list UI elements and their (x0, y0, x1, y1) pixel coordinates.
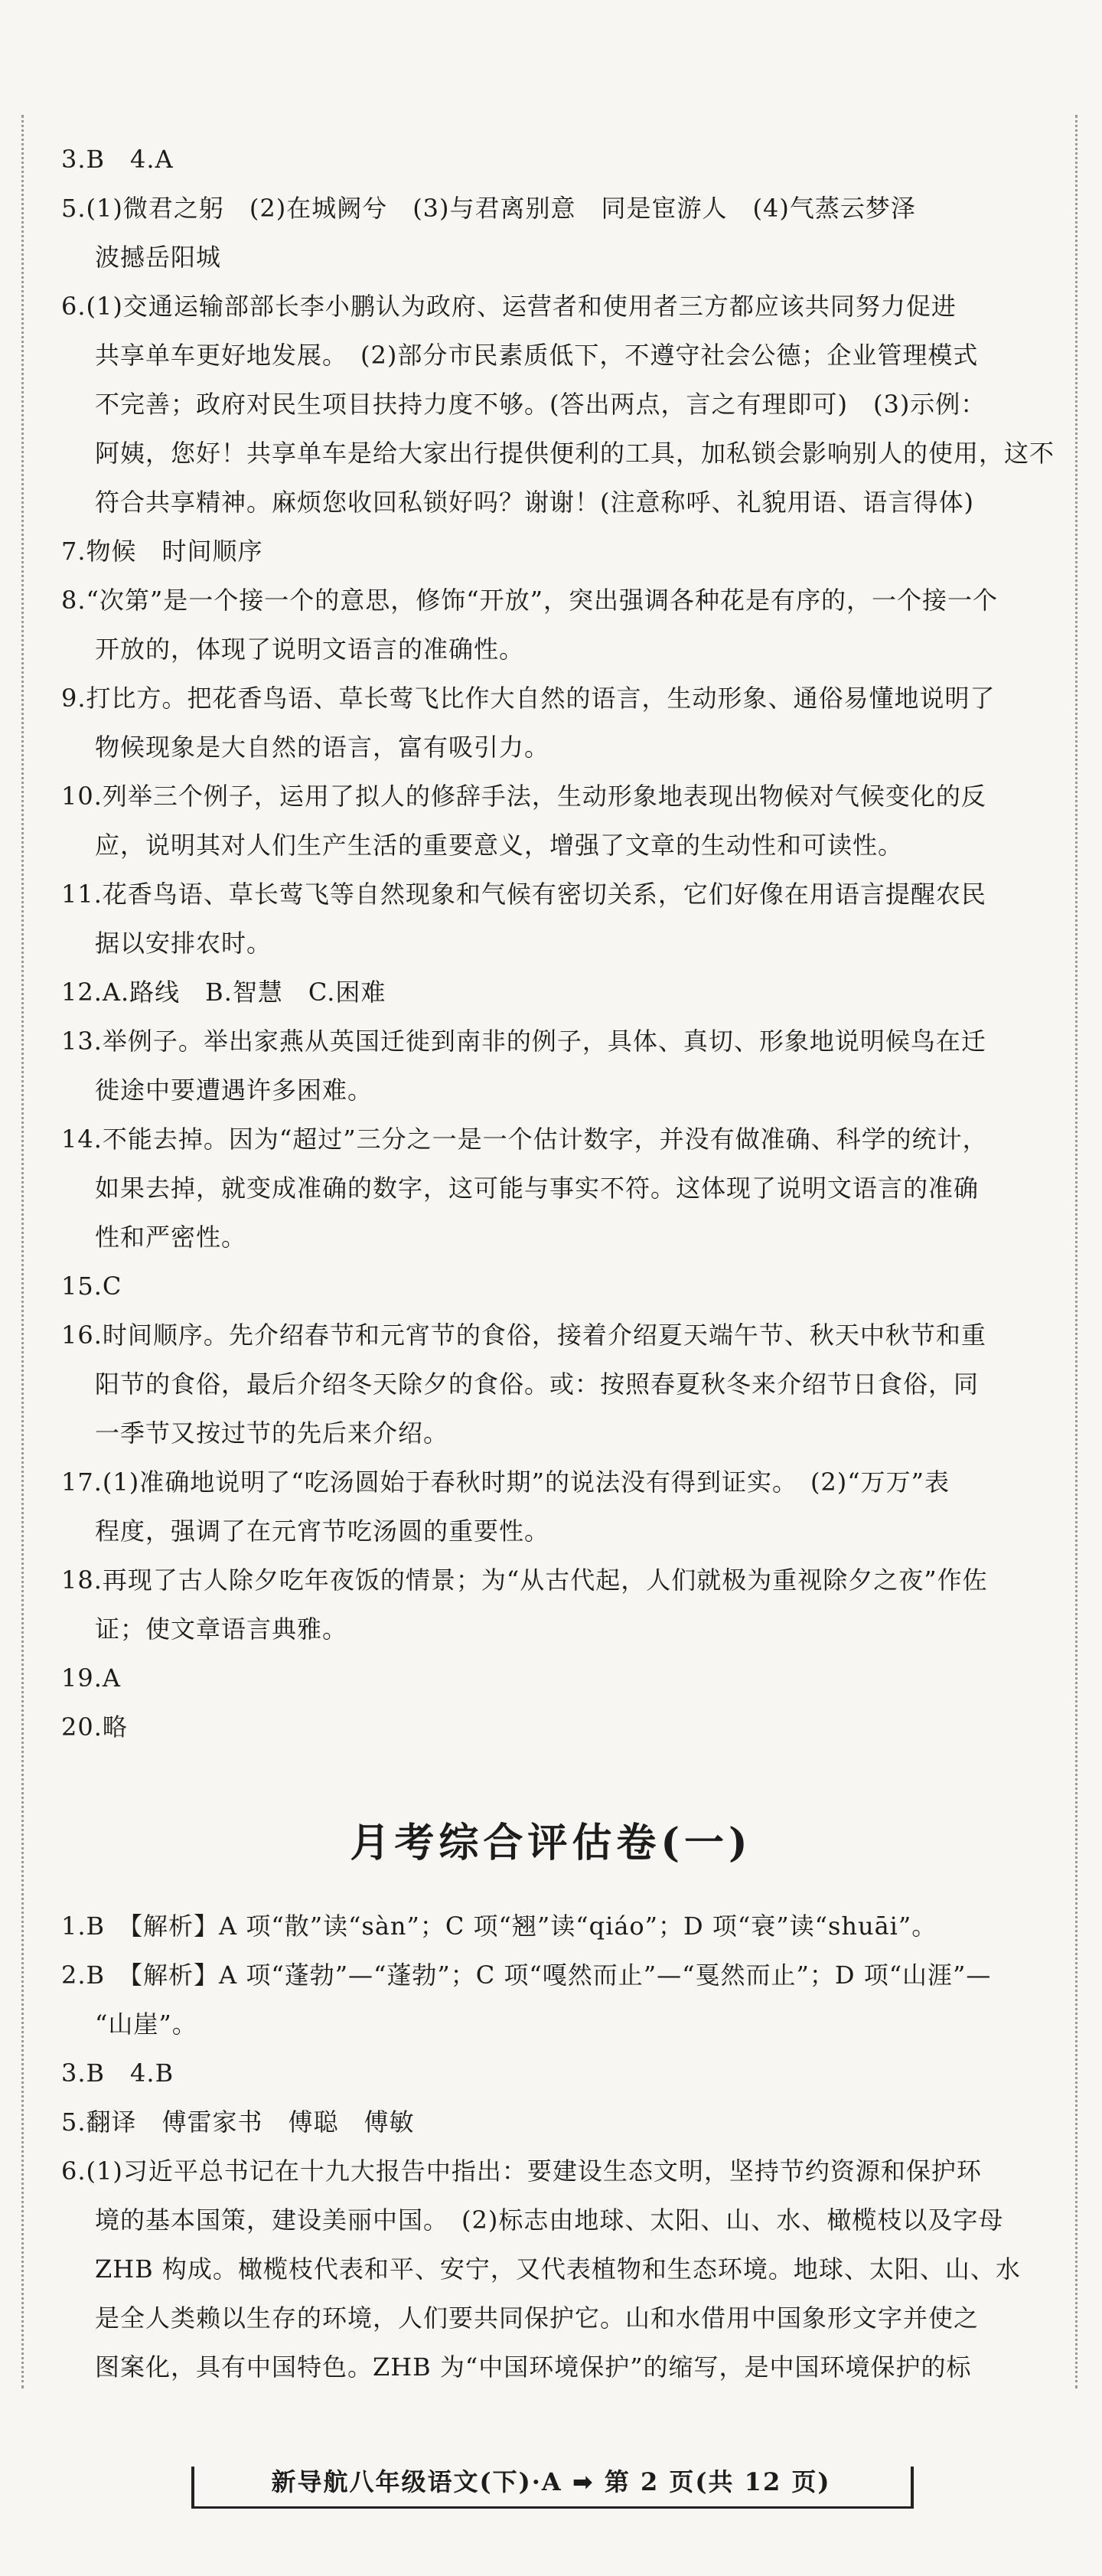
answer-line: 阳节的食俗，最后介绍冬天除夕的食俗。或：按照春夏秋冬来介绍节日食俗，同 (95, 1370, 980, 1399)
answer-line: 6.(1)习近平总书记在十九大报告中指出：要建设生态文明，坚持节约资源和保护环 (61, 2156, 982, 2186)
answer-item (61, 2049, 1056, 2098)
answer-line: 19.A (61, 1663, 121, 1693)
answer-item (61, 2098, 1056, 2147)
answer-line: 1.B 【解析】A 项“散”读“sàn”；C 项“翘”读“qiáo”；D 项“衰”读“shuāi”。 (61, 1912, 937, 1941)
answer-line: 程度，强调了在元宵节吃汤圆的重要性。 (95, 1517, 550, 1546)
answer-line: 3.B 4.A (61, 145, 174, 174)
answer-line: 境的基本国策，建设美丽中国。 (2)标志由地球、太阳、山、水、橄榄枝以及字母 (95, 2205, 1004, 2235)
answer-item (61, 1654, 1056, 1703)
answer-item (61, 2147, 1056, 2392)
answer-item (61, 1703, 1056, 1752)
answer-line: 证；使文章语言典雅。 (95, 1614, 348, 1644)
answer-item (61, 282, 1056, 527)
answer-line: 18.再现了古人除夕吃年夜饭的情景；为“从古代起，人们就极为重视除夕之夜”作佐 (61, 1566, 988, 1595)
answer-line: 6.(1)交通运输部部长李小鹏认为政府、运营者和使用者三方都应该共同努力促进 (61, 292, 957, 321)
answer-line: 符合共享精神。麻烦您收回私锁好吗？谢谢！(注意称呼、礼貌用语、语言得体) (95, 488, 974, 517)
answer-list-section-1 (0, 135, 1102, 1752)
exam-title: 月考综合评估卷(一) (350, 1820, 752, 1866)
answer-line: 共享单车更好地发展。 (2)部分市民素质低下，不遵守社会公德；企业管理模式 (95, 341, 979, 370)
answer-line: 8.“次第”是一个接一个的意思，修饰“开放”，突出强调各种花是有序的，一个接一个 (61, 586, 998, 615)
answer-line: 波撼岳阳城 (95, 243, 222, 272)
answer-item (61, 1017, 1056, 1115)
answer-line: 阿姨，您好！共享单车是给大家出行提供便利的工具，加私锁会影响别人的使用，这不 (95, 439, 1055, 468)
answer-line: 据以安排农时。 (95, 929, 272, 958)
answer-line: 17.(1)准确地说明了“吃汤圆始于春秋时期”的说法没有得到证实。 (2)“万万”表 (61, 1468, 950, 1497)
answer-line: 应，说明其对人们生产生活的重要意义，增强了文章的生动性和可读性。 (95, 831, 904, 860)
answer-line: 2.B 【解析】A 项“蓬勃”—“蓬勃”；C 项“嘎然而止”—“戛然而止”；D 项“山涯”— (61, 1961, 992, 1990)
answer-line: ZHB 构成。橄榄枝代表和平、安宁，又代表植物和生态环境。地球、太阳、山、水 (95, 2254, 1021, 2284)
answer-line: 徙途中要遭遇许多困难。 (95, 1076, 373, 1105)
answer-item (61, 1951, 1056, 2049)
answer-line: 16.时间顺序。先介绍春节和元宵节的食俗，接着介绍夏天端午节、秋天中秋节和重 (61, 1321, 986, 1350)
answer-line: “山崖”。 (95, 2010, 197, 2039)
answer-line: 14.不能去掉。因为“超过”三分之一是一个估计数字，并没有做准确、科学的统计， (61, 1125, 988, 1154)
footer-page-number: 第 2 页(共 12 页) (604, 2467, 831, 2496)
answer-list-section-2 (0, 1902, 1102, 2392)
answer-item (61, 135, 1056, 184)
answer-line: 是全人类赖以生存的环境，人们要共同保护它。山和水借用中国象形文字并使之 (95, 2303, 980, 2333)
answer-line: 15.C (61, 1272, 122, 1301)
answer-item (61, 576, 1056, 674)
answer-item (61, 1262, 1056, 1311)
answer-line: 性和严密性。 (95, 1223, 247, 1252)
answer-line: 5.翻译 傅雷家书 傅聪 傅敏 (61, 2107, 415, 2137)
answer-item (61, 1902, 1056, 1951)
answer-item (61, 527, 1056, 576)
answer-line: 12.A.路线 B.智慧 C.困难 (61, 978, 386, 1007)
answer-line: 9.打比方。把花香鸟语、草长莺飞比作大自然的语言，生动形象、通俗易懂地说明了 (61, 684, 996, 713)
answer-line: 不完善；政府对民生项目扶持力度不够。(答出两点，言之有理即可) (3)示例： (95, 390, 986, 419)
answer-item (61, 968, 1056, 1017)
answer-item (61, 184, 1056, 282)
answer-item (61, 772, 1056, 870)
answer-line: 开放的，体现了说明文语言的准确性。 (95, 635, 525, 664)
answer-item (61, 1556, 1056, 1654)
arrow-right-icon: ➡ (572, 2467, 595, 2496)
answer-item (61, 674, 1056, 772)
footer-text (191, 2463, 911, 2500)
answer-line: 3.B 4.B (61, 2059, 174, 2088)
answer-item (61, 870, 1056, 968)
answer-line: 11.花香鸟语、草长莺飞等自然现象和气候有密切关系，它们好像在用语言提醒农民 (61, 880, 986, 909)
answer-line: 图案化，具有中国特色。ZHB 为“中国环境保护”的缩写，是中国环境保护的标 (95, 2352, 972, 2382)
answer-item (61, 1311, 1056, 1458)
answer-item (61, 1458, 1056, 1556)
answer-line: 如果去掉，就变成准确的数字，这可能与事实不符。这体现了说明文语言的准确 (95, 1174, 980, 1203)
footer-book-title: 新导航八年级语文(下)·A (271, 2467, 562, 2496)
answer-line: 7.物候 时间顺序 (61, 537, 263, 566)
answer-line: 10.列举三个例子，运用了拟人的修辞手法，生动形象地表现出物候对气候变化的反 (61, 782, 986, 811)
page-footer (191, 2467, 911, 2520)
answer-line: 5.(1)微君之躬 (2)在城阙兮 (3)与君离别意 同是宦游人 (4)气蒸云梦泽 (61, 194, 916, 223)
answer-item (61, 1115, 1056, 1262)
answer-line: 13.举例子。举出家燕从英国迁徙到南非的例子，具体、真切、形象地说明候鸟在迁 (61, 1027, 986, 1056)
answer-line: 20.略 (61, 1712, 128, 1742)
answer-line: 物候现象是大自然的语言，富有吸引力。 (95, 733, 550, 762)
answer-line: 一季节又按过节的先后来介绍。 (95, 1419, 449, 1448)
